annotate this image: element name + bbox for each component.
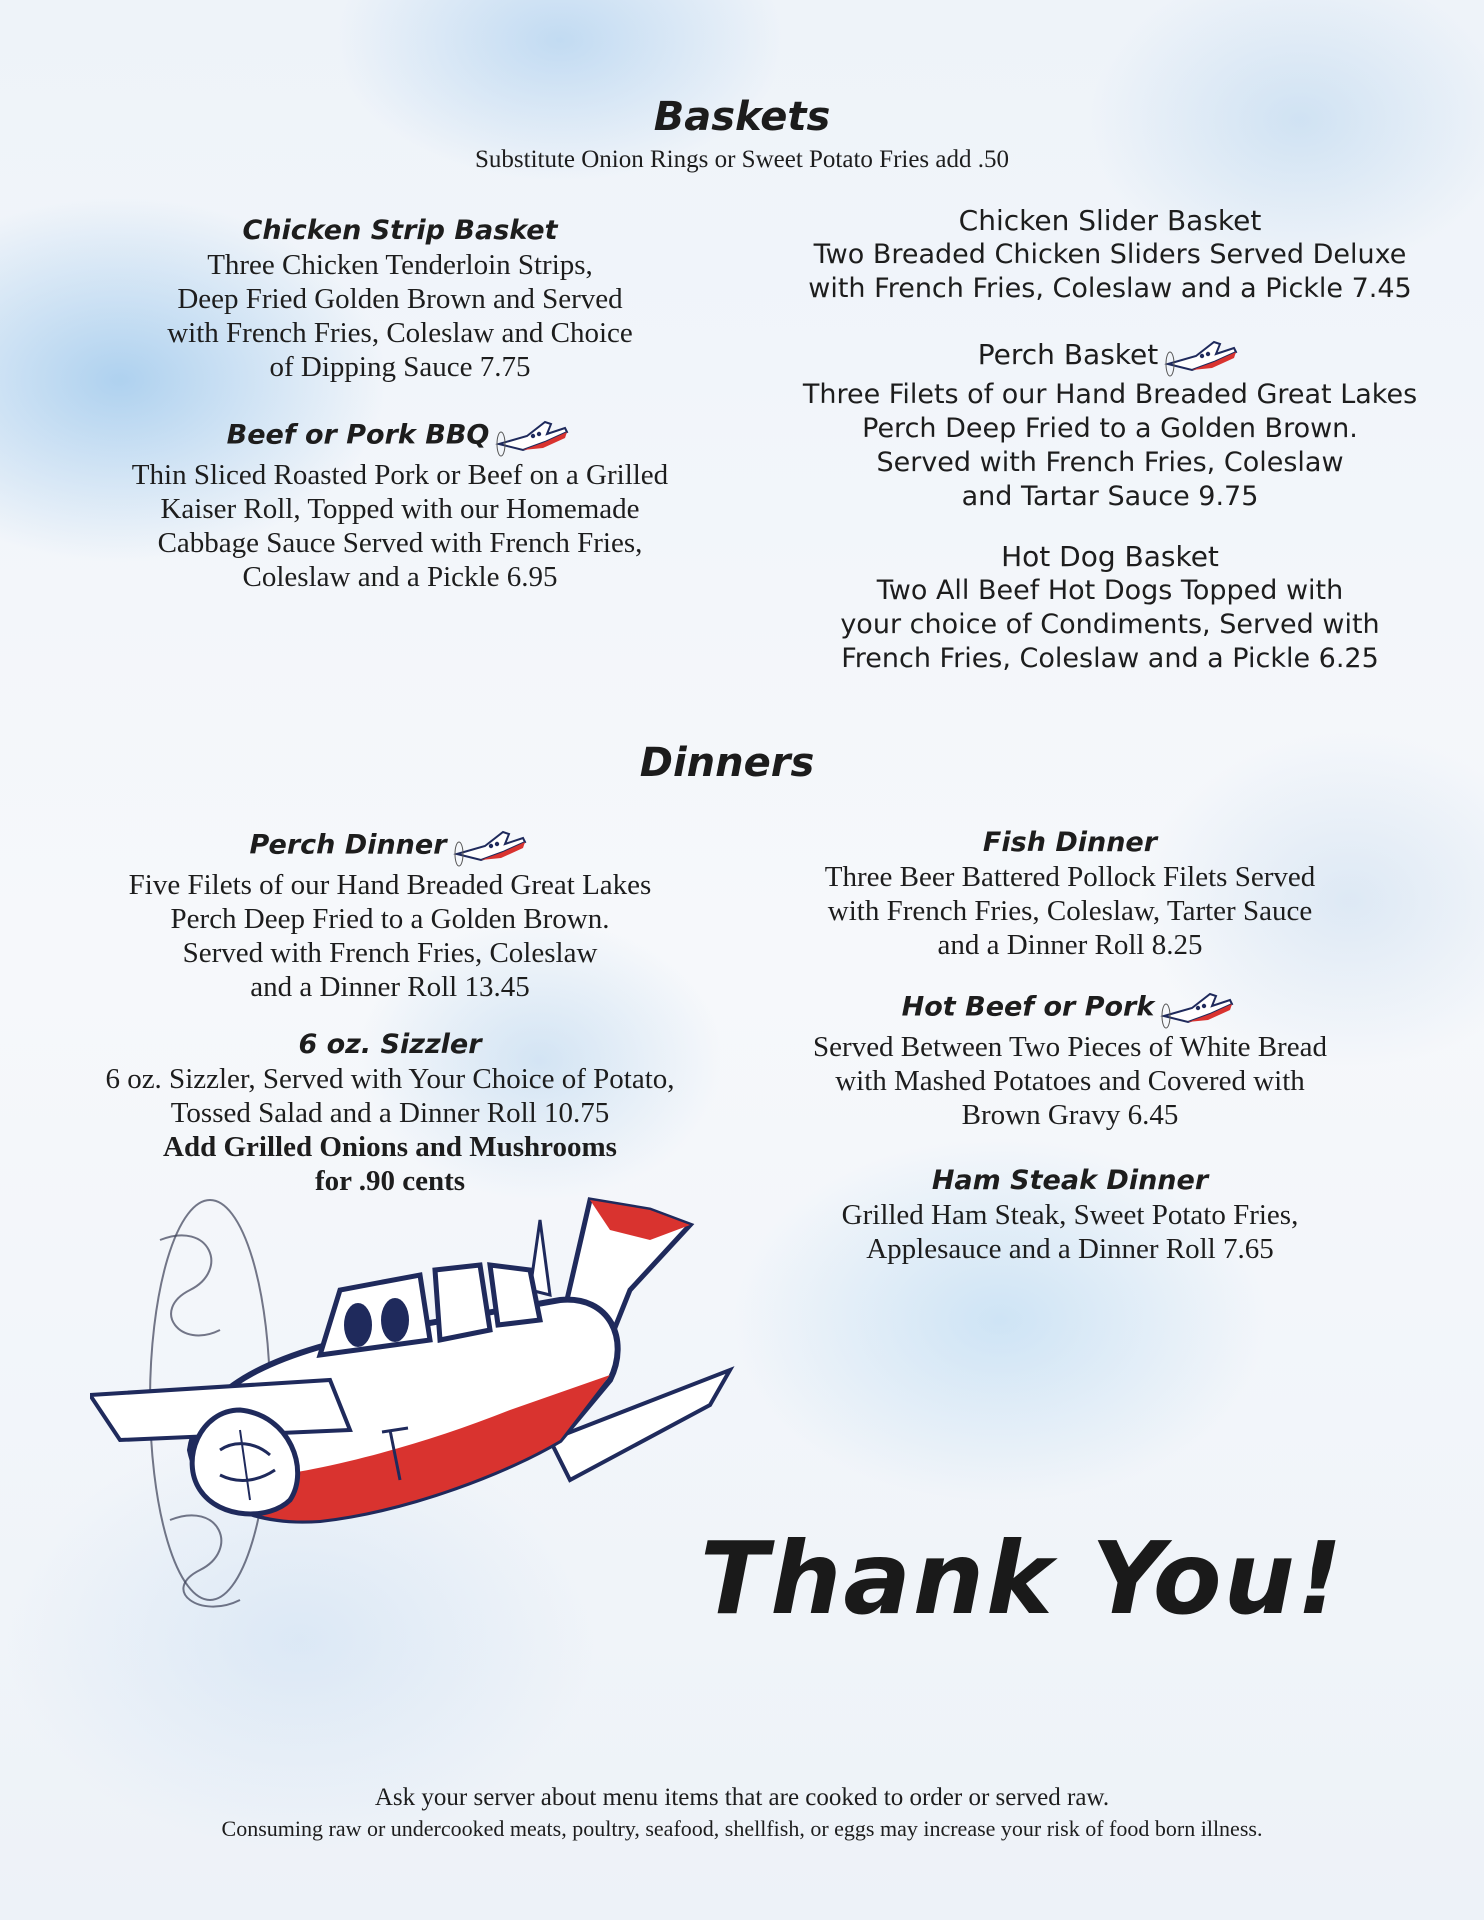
item-addon: Add Grilled Onions and Mushrooms for .90 cents [163,1131,617,1197]
item-description: Three Chicken Tenderloin Strips, Deep Fried Golden Brown and Served with French Fries, Coleslaw and Choice of Dipping Sauce 7.75 [167,249,633,383]
item-description: Grilled Ham Steak, Sweet Potato Fries, Applesauce and a Dinner Roll 7.65 [841,1199,1299,1265]
item-name: Chicken Strip Basket [242,215,558,246]
menu-item-chicken-slider-basket [770,204,1450,306]
menu-item-hot-beef-pork [740,986,1400,1132]
airplane-icon [451,824,531,868]
item-description: 6 oz. Sizzler, Served with Your Choice of Potato, Tossed Salad and a Dinner Roll 10.75 [105,1063,675,1129]
item-name: Perch Dinner [249,829,447,861]
airplane-icon [1158,986,1238,1030]
item-name: Fish Dinner [982,827,1158,858]
item-name: Chicken Slider Basket [958,204,1262,237]
item-name: Hot Dog Basket [1001,540,1219,573]
menu-item-chicken-strip-basket [80,214,720,384]
airplane-icon [493,414,573,458]
item-description: Three Filets of our Hand Breaded Great Lakes Perch Deep Fried to a Golden Brown. Served with French Fries, Coleslaw and Tartar Sauce 9.75 [802,379,1418,512]
item-description: Two Breaded Chicken Sliders Served Deluxe with French Fries, Coleslaw and a Pickle 7.45 [808,239,1412,304]
item-description: Thin Sliced Roasted Pork or Beef on a Grilled Kaiser Roll, Topped with our Homemade Cabbage Sauce Served with French Fries, Coleslaw and a Pickle 6.95 [131,459,669,593]
thank-you-text: Thank You! [700,1520,1345,1637]
item-name: Beef or Pork BBQ [226,419,490,451]
footer-note-line1: Ask your server about menu items that are cooked to order or served raw. [374,1784,1110,1811]
menu-item-perch-dinner [60,824,720,1004]
item-description: Two All Beef Hot Dogs Topped with your choice of Condiments, Served with French Fries, Coleslaw and a Pickle 6.25 [840,575,1380,674]
airplane-icon [1162,334,1242,378]
menu-item-perch-basket [770,334,1450,514]
menu-item-fish-dinner [740,826,1400,962]
item-name: Ham Steak Dinner [931,1165,1209,1196]
item-name: Hot Beef or Pork [901,991,1155,1023]
item-description: Three Beer Battered Pollock Filets Served with French Fries, Coleslaw, Tarter Sauce and a Dinner Roll 8.25 [824,861,1316,961]
section-title-baskets: Baskets [653,94,831,140]
item-name: Perch Basket [977,338,1159,371]
item-name: 6 oz. Sizzler [298,1029,482,1060]
item-description: Five Filets of our Hand Breaded Great Lakes Perch Deep Fried to a Golden Brown. Served with French Fries, Coleslaw and a Dinner Roll 13.45 [128,869,652,1003]
item-description: Served Between Two Pieces of White Bread with Mashed Potatoes and Covered with Brown Gravy 6.45 [813,1031,1327,1131]
menu-item-hot-dog-basket [770,540,1450,676]
baskets-subtitle: Substitute Onion Rings or Sweet Potato Fries add .50 [474,146,1010,173]
menu-item-beef-pork-bbq [60,414,740,594]
cartoon-airplane-illustration [90,1180,750,1640]
menu-item-sizzler [40,1028,740,1198]
section-title-dinners: Dinners [639,740,815,786]
menu-item-ham-steak-dinner [740,1164,1400,1266]
footer-note-line2: Consuming raw or undercooked meats, poultry, seafood, shellfish, or eggs may increase your risk of food born illness. [221,1816,1263,1841]
